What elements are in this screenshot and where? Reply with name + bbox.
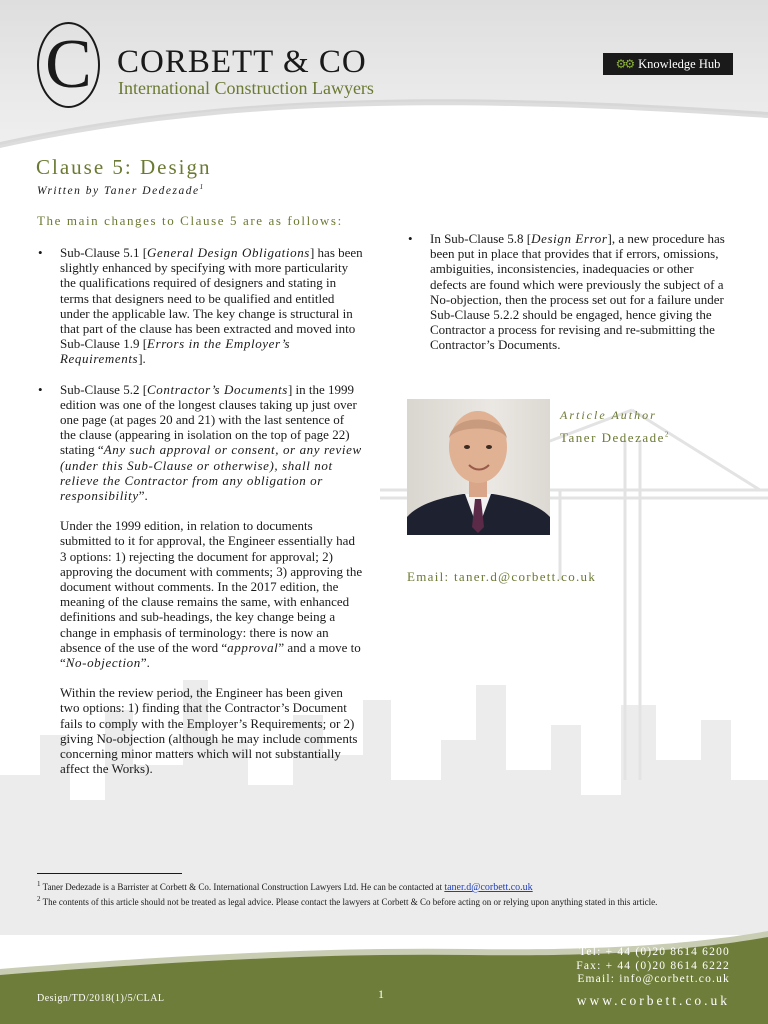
text-run: ], a new procedure has been put in place that provides that if errors, omissions, ambiguities, inconsistencies, inadequacies or other defects are found which were previously the subject of a No-objection, then the process set out for a failure under Sub-Clause 5.2.2 should be engaged, hence giving the Contractor a process for revising and re-submitting the Contractor’s Documents.	[430, 231, 725, 353]
page-number: 1	[378, 987, 384, 1001]
footer-contact	[576, 946, 730, 987]
bullet-sub-clause-5-8	[408, 231, 733, 353]
author-portrait-illustration	[407, 399, 550, 535]
article-intro: The main changes to Clause 5 are as follows:	[37, 213, 343, 228]
footnote-email-link[interactable]: taner.d@corbett.co.uk	[444, 882, 533, 893]
byline-footnote-ref[interactable]: 1	[199, 183, 205, 191]
bullet-sub-clause-5-2	[38, 382, 363, 504]
italic-run: Design Error	[531, 231, 608, 246]
footnote-divider	[37, 873, 182, 874]
gears-icon: ⚙⚙	[615, 56, 634, 71]
footnote-1	[37, 879, 737, 893]
author-email[interactable]: Email: taner.d@corbett.co.uk	[407, 569, 597, 584]
author-name-text: Taner Dedezade	[560, 430, 665, 445]
brand-name: CORBETT & CO	[117, 44, 367, 80]
paragraph-review-period: Within the review period, the Engineer has been given two options: 1) finding that the Contractor’s Document fails to comply with the Employer’s Requirements; or 2) giving No-objection (although he may include comments concerning minor matters which will not substantially affect the Works).	[60, 685, 358, 777]
text-run: Sub-Clause 5.1 [	[60, 245, 148, 260]
italic-run: approval	[227, 639, 279, 655]
author-footnote-ref[interactable]: 2	[664, 430, 670, 439]
document-reference: Design/TD/2018(1)/5/CLAL	[37, 993, 165, 1004]
footnote-text: The contents of this article should not be treated as legal advice. Please contact the lawyers at Corbett & Co before acting on or relying upon anything stated in this article.	[42, 897, 658, 907]
bullet-sub-clause-5-1	[38, 245, 363, 367]
knowledge-hub-link[interactable]	[603, 53, 733, 75]
footer-tel: Tel: + 44 (0)20 8614 6200	[579, 946, 730, 958]
footnote-number: 1	[37, 880, 41, 888]
footnotes	[37, 879, 737, 909]
footer-website-link[interactable]: www.corbett.co.uk	[576, 993, 730, 1008]
paragraph-1999-edition	[38, 518, 363, 670]
article-title: Clause 5: Design	[36, 155, 212, 179]
text-run: ].	[138, 351, 146, 367]
author-name	[560, 430, 670, 446]
text-run: ” and a move to “	[60, 639, 361, 671]
byline-text: Written by Taner Dedezade	[37, 184, 200, 197]
header-wave	[0, 90, 768, 160]
footer-email[interactable]: Email: info@corbett.co.uk	[577, 973, 730, 985]
italic-run: General Design Obligations	[147, 245, 310, 260]
company-logo[interactable]	[37, 22, 100, 108]
text-run: Under the 1999 edition, in relation to documents submitted to it for approval, the Engineer essentially had 3 options: 1) rejecting the document for approval; 2) approving the document with comments; 3) approving the document without comments. In the 2017 edition, the meaning of the clause remains the same, with enhanced definitions and sub-headings, the key change being a change in emphasis of terminology: there is now an absence of the use of the word “	[60, 518, 363, 655]
text-run: In Sub-Clause 5.8 [	[430, 231, 532, 246]
right-column	[408, 231, 733, 368]
footnote-2	[37, 894, 737, 908]
logo-letter: C	[45, 26, 92, 103]
article-author-label: Article Author	[560, 408, 657, 422]
page-header	[0, 0, 768, 145]
text-run: ”.	[140, 655, 150, 671]
brand-tagline: International Construction Lawyers	[118, 78, 374, 98]
italic-run: No-objection	[65, 655, 141, 671]
knowledge-hub-label: Knowledge Hub	[638, 56, 721, 71]
italic-run: Errors in the Employer’s Requirements	[60, 336, 291, 367]
text-run: Sub-Clause 5.2 [	[60, 381, 148, 397]
text-run: ”.	[138, 488, 148, 504]
text-run: ] has been slightly enhanced by specifying with more particularity the qualifications required of designers and stating in terms that designers need to be qualified and entitled under the applicable law. The key change is structural in that part of the clause has been extracted and moved into Sub-Clause 1.9 [	[60, 245, 363, 352]
author-photo	[407, 399, 550, 535]
article-byline	[37, 183, 205, 197]
footer-fax: Fax: + 44 (0)20 8614 6222	[576, 959, 730, 972]
italic-run: Contractor’s Documents	[147, 381, 288, 397]
text-run: ] in the 1999 edition was one of the longest clauses taking up just over one page (at pages 20 and 21) with the last sentence of the clause (appearing in isolation on the top of page 22) stating “	[60, 381, 357, 458]
footnote-text: Taner Dedezade is a Barrister at Corbett & Co. International Construction Lawyers Ltd. He can be contacted at	[42, 882, 445, 892]
footnote-number: 2	[37, 895, 41, 903]
italic-run: Any such approval or consent, or any review (under this Sub-Clause or otherwise), shall not relieve the Contractor from any obligation or responsibility	[60, 442, 362, 504]
left-column	[38, 245, 363, 792]
